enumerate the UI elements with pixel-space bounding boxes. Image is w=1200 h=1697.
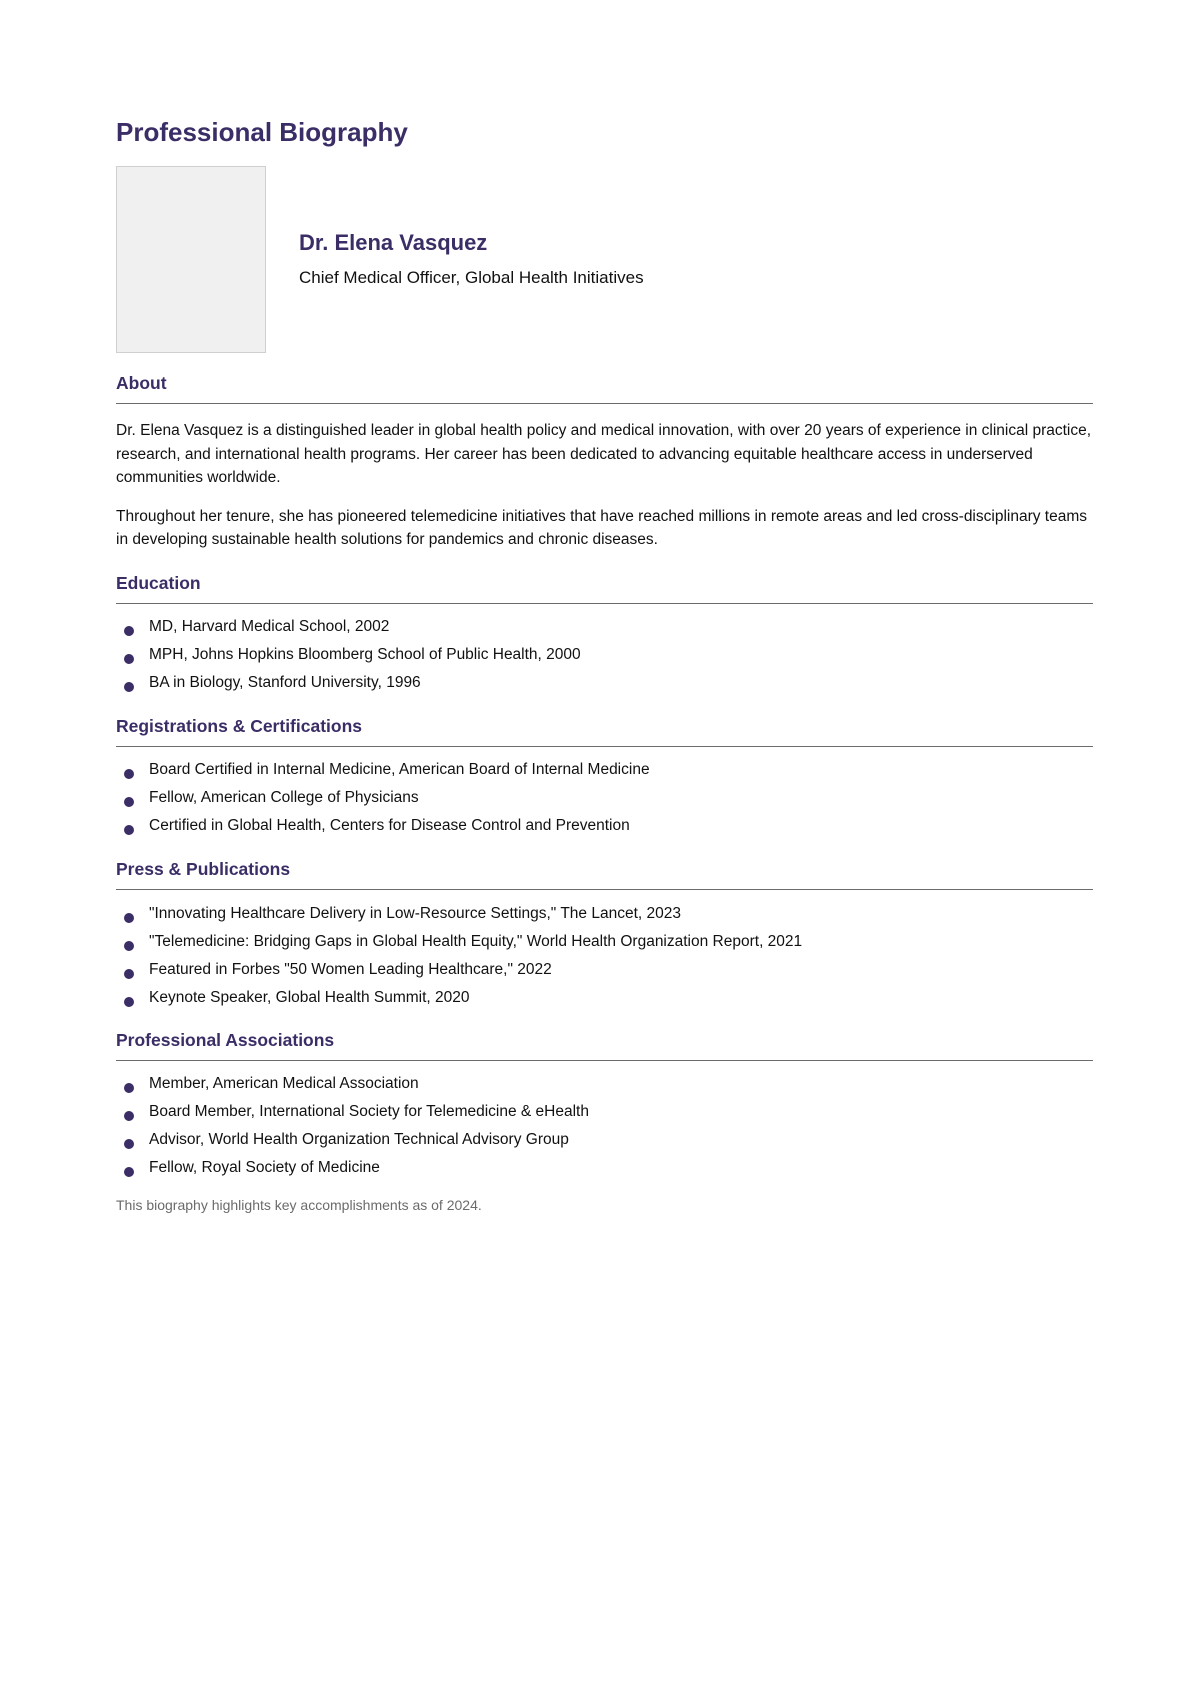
list-item (116, 1154, 1093, 1182)
bullet-icon (124, 1083, 134, 1093)
list-item (116, 756, 1093, 784)
bullet-icon (124, 1167, 134, 1177)
list-item (116, 928, 1093, 956)
associations-heading: Professional Associations (116, 1029, 1093, 1061)
bullet-icon (124, 969, 134, 979)
list-item (116, 812, 1093, 840)
about-heading: About (116, 372, 1093, 404)
bullet-icon (124, 1111, 134, 1121)
bullet-icon (124, 997, 134, 1007)
publications-list (116, 900, 1093, 1012)
person-role: Chief Medical Officer, Global Health Initiatives (299, 268, 644, 287)
certifications-section (116, 715, 1093, 840)
bullet-icon (124, 913, 134, 923)
bullet-icon (124, 1139, 134, 1149)
list-item (116, 1098, 1093, 1126)
about-paragraph-1: Dr. Elena Vasquez is a distinguished leader in global health policy and medical innovation, with over 20 years of experience in clinical practice, research, and international health programs. Her career has been dedicated to advancing equitable healthcare access in underserved communities worldwide. (116, 422, 1092, 486)
list-item-text: Member, American Medical Association (149, 1075, 419, 1092)
list-item (116, 900, 1093, 928)
associations-section (116, 1029, 1093, 1182)
education-list (116, 613, 1093, 697)
list-item-text: "Innovating Healthcare Delivery in Low-Resource Settings," The Lancet, 2023 (149, 905, 681, 922)
bullet-icon (124, 626, 134, 636)
list-item (116, 1070, 1093, 1098)
profile-photo-placeholder (116, 166, 266, 353)
list-item (116, 641, 1093, 669)
education-section (116, 572, 1093, 697)
list-item (116, 956, 1093, 984)
page-title: Professional Biography (116, 117, 408, 147)
list-item (116, 1126, 1093, 1154)
about-paragraph-2: Throughout her tenure, she has pioneered telemedicine initiatives that have reached millions in remote areas and led cross-disciplinary teams in developing sustainable health solutions for pandemics and chronic diseases. (116, 507, 1087, 548)
bullet-icon (124, 825, 134, 835)
list-item-text: BA in Biology, Stanford University, 1996 (149, 674, 421, 691)
list-item-text: Board Member, International Society for Telemedicine & eHealth (149, 1103, 589, 1120)
list-item-text: Advisor, World Health Organization Technical Advisory Group (149, 1131, 569, 1148)
certifications-heading: Registrations & Certifications (116, 715, 1093, 747)
associations-list (116, 1070, 1093, 1182)
list-item-text: Fellow, American College of Physicians (149, 789, 419, 806)
certifications-list (116, 756, 1093, 840)
profile-header (116, 166, 1093, 353)
bullet-icon (124, 797, 134, 807)
list-item-text: Certified in Global Health, Centers for Disease Control and Prevention (149, 817, 630, 834)
list-item-text: Keynote Speaker, Global Health Summit, 2020 (149, 989, 470, 1006)
person-name: Dr. Elena Vasquez (299, 230, 488, 255)
list-item-text: MPH, Johns Hopkins Bloomberg School of Public Health, 2000 (149, 646, 581, 663)
education-heading: Education (116, 572, 1093, 604)
bullet-icon (124, 682, 134, 692)
list-item-text: Fellow, Royal Society of Medicine (149, 1159, 380, 1176)
list-item (116, 613, 1093, 641)
list-item (116, 669, 1093, 697)
list-item-text: MD, Harvard Medical School, 2002 (149, 618, 390, 635)
publications-section (116, 858, 1093, 1012)
footer-note: This biography highlights key accomplishments as of 2024. (116, 1197, 482, 1213)
list-item (116, 984, 1093, 1012)
bullet-icon (124, 941, 134, 951)
list-item-text: Featured in Forbes "50 Women Leading Healthcare," 2022 (149, 961, 552, 978)
publications-heading: Press & Publications (116, 858, 1093, 890)
list-item-text: Board Certified in Internal Medicine, American Board of Internal Medicine (149, 761, 650, 778)
about-section (116, 372, 1093, 552)
bullet-icon (124, 654, 134, 664)
list-item (116, 784, 1093, 812)
bullet-icon (124, 769, 134, 779)
list-item-text: "Telemedicine: Bridging Gaps in Global Health Equity," World Health Organization Report, 2021 (149, 933, 803, 950)
